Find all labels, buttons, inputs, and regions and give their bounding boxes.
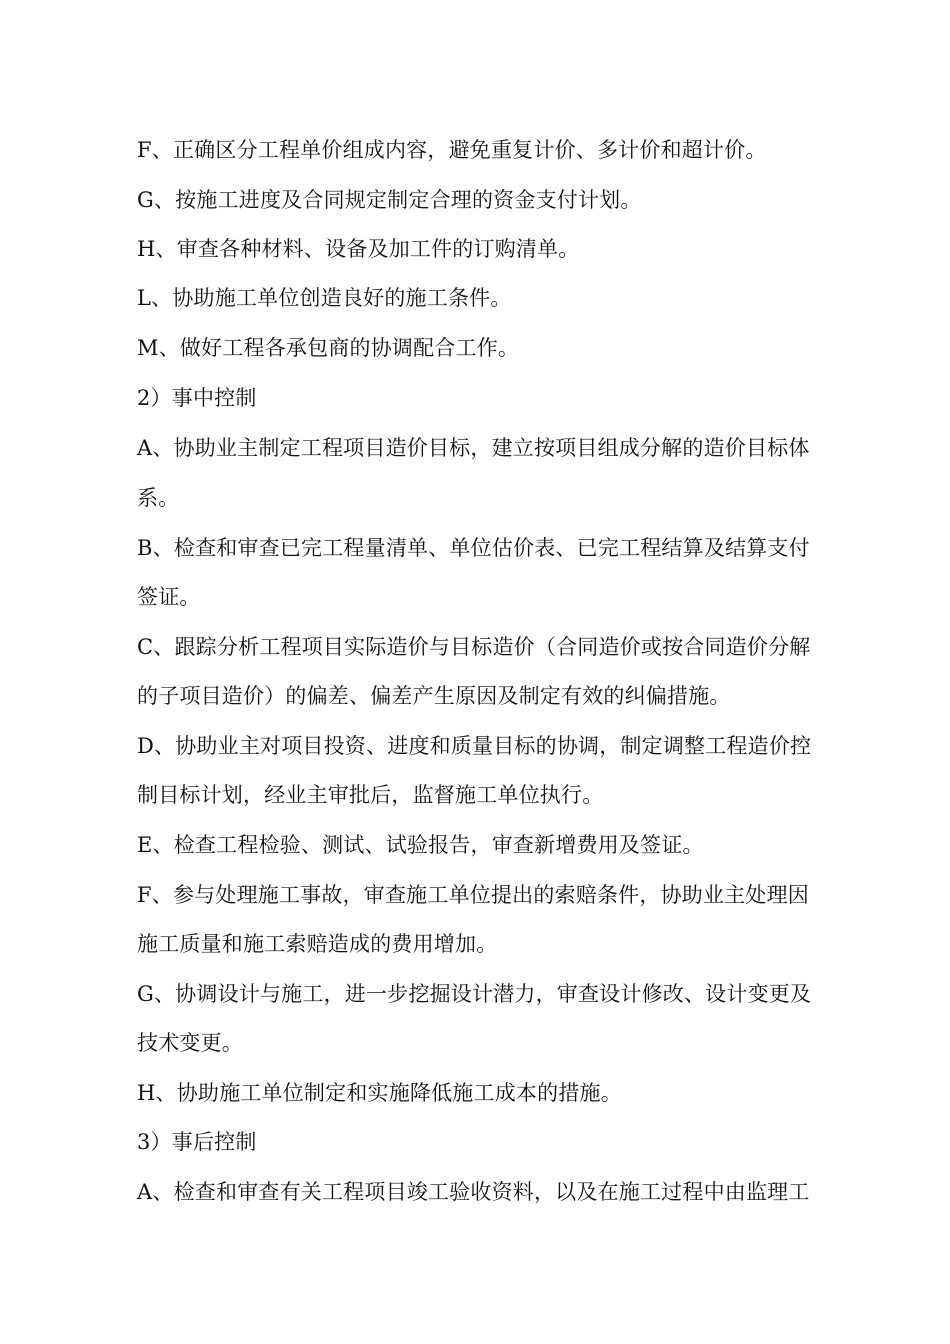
text-line: G、按施工进度及合同规定制定合理的资金支付计划。 bbox=[137, 188, 642, 212]
text-line: 技术变更。 bbox=[137, 1031, 243, 1055]
text-line: E、检查工程检验、测试、试验报告，审查新增费用及签证。 bbox=[137, 833, 704, 857]
text-line: D、协助业主对项目投资、进度和质量目标的协调，制定调整工程造价控 bbox=[137, 734, 812, 758]
text-line: 系。 bbox=[137, 486, 180, 510]
text-line: C、跟踪分析工程项目实际造价与目标造价（合同造价或按合同造价分解 bbox=[137, 635, 811, 659]
text-line: G、协调设计与施工，进一步挖掘设计潜力，审查设计修改、设计变更及 bbox=[137, 982, 812, 1006]
text-line: B、检查和审查已完工程量清单、单位估价表、已完工程结算及结算支付 bbox=[137, 536, 810, 560]
section-heading: 3）事后控制 bbox=[137, 1130, 257, 1154]
text-line: 制目标计划，经业主审批后，监督施工单位执行。 bbox=[137, 783, 604, 807]
text-line: 签证。 bbox=[137, 585, 201, 609]
text-line: H、协助施工单位制定和实施降低施工成本的措施。 bbox=[137, 1081, 622, 1105]
text-line: F、参与处理施工事故，审查施工单位提出的索赔条件，协助业主处理因 bbox=[137, 883, 809, 907]
text-line: A、协助业主制定工程项目造价目标，建立按项目组成分解的造价目标体 bbox=[137, 436, 810, 460]
section-heading: 2）事中控制 bbox=[137, 386, 257, 410]
text-line: M、做好工程各承包商的协调配合工作。 bbox=[137, 336, 520, 360]
text-line: L、协助施工单位创造良好的施工条件。 bbox=[137, 286, 512, 310]
text-line: 施工质量和施工索赔造成的费用增加。 bbox=[137, 932, 498, 956]
text-line: F、正确区分工程单价组成内容，避免重复计价、多计价和超计价。 bbox=[137, 138, 767, 162]
text-line: H、审查各种材料、设备及加工件的订购清单。 bbox=[137, 237, 580, 261]
text-line: A、检查和审查有关工程项目竣工验收资料，以及在施工过程中由监理工 bbox=[137, 1180, 810, 1204]
text-line: 的子项目造价）的偏差、偏差产生原因及制定有效的纠偏措施。 bbox=[137, 684, 731, 708]
